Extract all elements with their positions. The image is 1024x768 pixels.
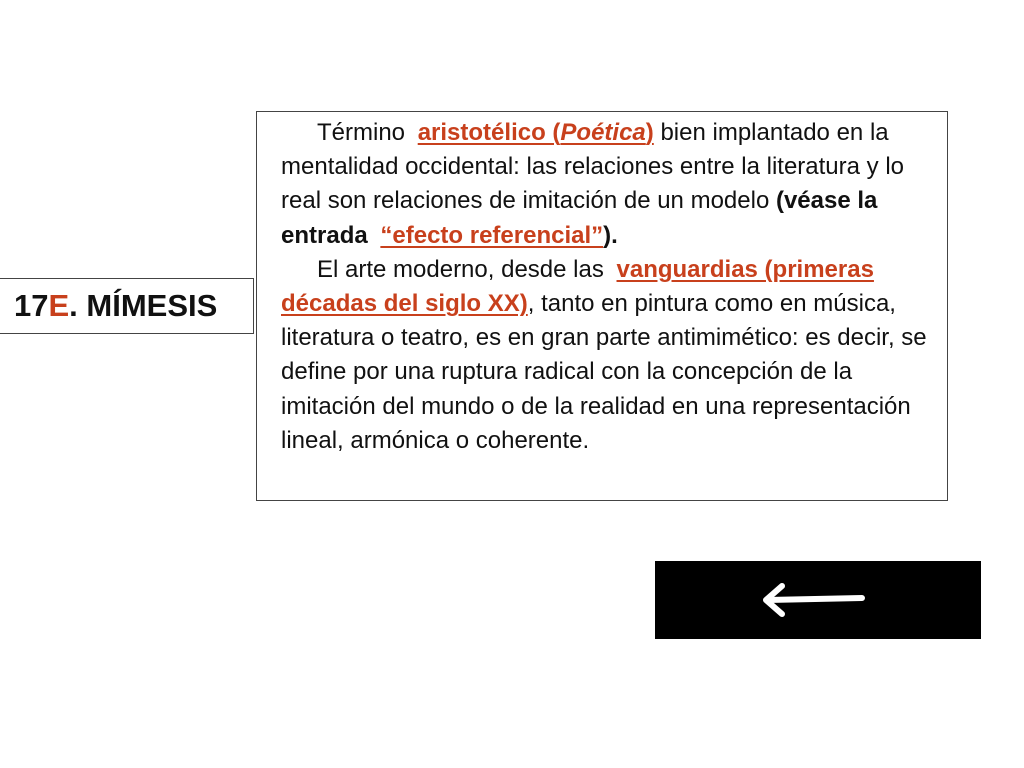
link-efecto-referencial[interactable]: “efecto referencial” — [380, 221, 604, 249]
entry-letter: E — [48, 288, 70, 323]
definition-text — [281, 116, 941, 458]
paragraph-1-text-a: Término — [317, 119, 406, 146]
paragraph-2 — [281, 253, 941, 458]
see-entry-close: ). — [603, 221, 618, 249]
back-button[interactable] — [655, 561, 981, 639]
definition-box — [256, 111, 948, 501]
paragraph-2-text-b: , tanto en pintura como en música, literatura o teatro, es en gran parte antimimético: es decir, se define por una ruptura radical con la concepción de la imitación del mundo o de la realidad en una representación lineal, armónica o coherente — [281, 290, 927, 454]
paragraph-1 — [281, 116, 941, 253]
paragraph-1-text-b: bien implantado en la mentalidad occidental: las relaciones entre la literatura y lo real son relaciones de imitación de un modelo — [281, 119, 905, 215]
entry-number: 17 — [14, 288, 49, 323]
entry-name: . MÍMESIS — [69, 288, 218, 323]
link-aristotelico[interactable]: aristotélico (Poética) — [417, 119, 654, 146]
entry-title-box — [0, 278, 254, 334]
left-arrow-icon — [760, 578, 870, 622]
link-vanguardias[interactable]: vanguardias (primeras décadas del siglo XX) — [281, 255, 874, 318]
see-entry-label: (véase la entrada — [281, 187, 878, 249]
paragraph-2-text-a: El arte moderno, desde las — [317, 255, 604, 283]
entry-title — [14, 287, 217, 325]
paragraph-2-end: . — [582, 426, 590, 454]
